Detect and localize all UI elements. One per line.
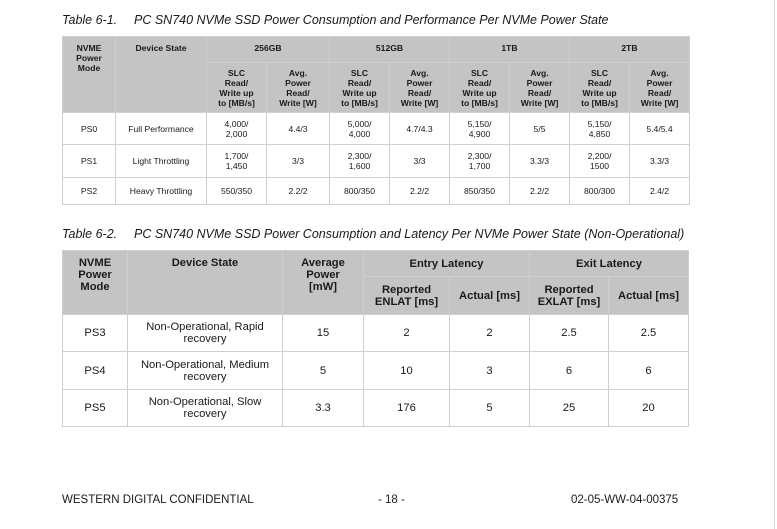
header-average-power: Average Power [mW] bbox=[283, 251, 364, 315]
header-exit-actual: Actual [ms] bbox=[609, 277, 689, 315]
device-state-cell: Non-Operational, Medium recovery bbox=[128, 352, 283, 390]
power-mode-cell: PS5 bbox=[63, 390, 128, 427]
power-cell: 3.3/3 bbox=[630, 145, 690, 178]
throughput-cell: 800/350 bbox=[330, 178, 390, 205]
header-slc-read-write: SLC Read/ Write up to [MB/s] bbox=[330, 63, 390, 113]
power-mode-cell: PS0 bbox=[63, 113, 116, 145]
header-device-state: Device State bbox=[128, 251, 283, 315]
device-state-cell: Non-Operational, Rapid recovery bbox=[128, 315, 283, 352]
power-cell: 4.7/4.3 bbox=[390, 113, 450, 145]
power-performance-table bbox=[62, 36, 690, 205]
header-avg-power: Avg. Power Read/ Write [W] bbox=[510, 63, 570, 113]
device-state-cell: Non-Operational, Slow recovery bbox=[128, 390, 283, 427]
header-avg-power: Avg. Power Read/ Write [W] bbox=[267, 63, 330, 113]
power-cell: 2.2/2 bbox=[390, 178, 450, 205]
table-row bbox=[63, 390, 689, 427]
table-row bbox=[63, 145, 690, 178]
power-latency-table bbox=[62, 250, 689, 427]
throughput-cell: 2,200/ 1500 bbox=[570, 145, 630, 178]
table2-caption bbox=[62, 227, 684, 241]
throughput-cell: 1,700/ 1,450 bbox=[207, 145, 267, 178]
power-cell: 2.2/2 bbox=[510, 178, 570, 205]
exit-actual-cell: 20 bbox=[609, 390, 689, 427]
power-cell: 4.4/3 bbox=[267, 113, 330, 145]
header-capacity-2tb: 2TB bbox=[570, 37, 690, 63]
throughput-cell: 850/350 bbox=[450, 178, 510, 205]
table1-caption bbox=[62, 13, 609, 27]
header-slc-read-write: SLC Read/ Write up to [MB/s] bbox=[450, 63, 510, 113]
table-row bbox=[63, 178, 690, 205]
exit-actual-cell: 2.5 bbox=[609, 315, 689, 352]
header-reported-enlat: Reported ENLAT [ms] bbox=[364, 277, 450, 315]
average-power-cell: 3.3 bbox=[283, 390, 364, 427]
reported-enlat-cell: 176 bbox=[364, 390, 450, 427]
device-state-cell: Light Throttling bbox=[116, 145, 207, 178]
throughput-cell: 4,000/ 2,000 bbox=[207, 113, 267, 145]
header-avg-power: Avg. Power Read/ Write [W] bbox=[630, 63, 690, 113]
entry-actual-cell: 3 bbox=[450, 352, 530, 390]
footer-document-number: 02-05-WW-04-00375 bbox=[571, 494, 679, 506]
reported-exlat-cell: 6 bbox=[530, 352, 609, 390]
table1-title: PC SN740 NVMe SSD Power Consumption and Performance Per NVMe Power State bbox=[134, 13, 609, 27]
power-cell: 5/5 bbox=[510, 113, 570, 145]
throughput-cell: 5,150/ 4,900 bbox=[450, 113, 510, 145]
header-slc-read-write: SLC Read/ Write up to [MB/s] bbox=[207, 63, 267, 113]
power-mode-cell: PS3 bbox=[63, 315, 128, 352]
throughput-cell: 800/300 bbox=[570, 178, 630, 205]
reported-exlat-cell: 2.5 bbox=[530, 315, 609, 352]
device-state-cell: Heavy Throttling bbox=[116, 178, 207, 205]
header-nvme-power-mode: NVME Power Mode bbox=[63, 37, 116, 113]
average-power-cell: 5 bbox=[283, 352, 364, 390]
reported-enlat-cell: 2 bbox=[364, 315, 450, 352]
reported-exlat-cell: 25 bbox=[530, 390, 609, 427]
device-state-cell: Full Performance bbox=[116, 113, 207, 145]
table-row bbox=[63, 113, 690, 145]
power-mode-cell: PS2 bbox=[63, 178, 116, 205]
header-exit-latency: Exit Latency bbox=[530, 251, 689, 277]
entry-actual-cell: 2 bbox=[450, 315, 530, 352]
header-capacity-256gb: 256GB bbox=[207, 37, 330, 63]
footer-confidential: WESTERN DIGITAL CONFIDENTIAL bbox=[62, 494, 254, 506]
power-cell: 2.2/2 bbox=[267, 178, 330, 205]
header-nvme-power-mode: NVME Power Mode bbox=[63, 251, 128, 315]
footer-page-number: - 18 - bbox=[378, 494, 405, 506]
average-power-cell: 15 bbox=[283, 315, 364, 352]
power-cell: 2.4/2 bbox=[630, 178, 690, 205]
header-entry-actual: Actual [ms] bbox=[450, 277, 530, 315]
power-mode-cell: PS1 bbox=[63, 145, 116, 178]
power-mode-cell: PS4 bbox=[63, 352, 128, 390]
throughput-cell: 5,150/ 4,850 bbox=[570, 113, 630, 145]
throughput-cell: 550/350 bbox=[207, 178, 267, 205]
header-capacity-512gb: 512GB bbox=[330, 37, 450, 63]
table2-number: Table 6-2. bbox=[62, 227, 118, 241]
throughput-cell: 5,000/ 4,000 bbox=[330, 113, 390, 145]
table-row bbox=[63, 315, 689, 352]
header-avg-power: Avg. Power Read/ Write [W] bbox=[390, 63, 450, 113]
power-cell: 3.3/3 bbox=[510, 145, 570, 178]
header-reported-exlat: Reported EXLAT [ms] bbox=[530, 277, 609, 315]
power-cell: 5.4/5.4 bbox=[630, 113, 690, 145]
reported-enlat-cell: 10 bbox=[364, 352, 450, 390]
power-cell: 3/3 bbox=[390, 145, 450, 178]
header-slc-read-write: SLC Read/ Write up to [MB/s] bbox=[570, 63, 630, 113]
table1-number: Table 6-1. bbox=[62, 13, 118, 27]
entry-actual-cell: 5 bbox=[450, 390, 530, 427]
header-device-state: Device State bbox=[116, 37, 207, 113]
table2-title: PC SN740 NVMe SSD Power Consumption and Latency Per NVMe Power State (Non-Operational) bbox=[134, 227, 685, 241]
throughput-cell: 2,300/ 1,600 bbox=[330, 145, 390, 178]
throughput-cell: 2,300/ 1,700 bbox=[450, 145, 510, 178]
header-capacity-1tb: 1TB bbox=[450, 37, 570, 63]
power-cell: 3/3 bbox=[267, 145, 330, 178]
table-row bbox=[63, 352, 689, 390]
header-entry-latency: Entry Latency bbox=[364, 251, 530, 277]
page-edge bbox=[774, 0, 775, 529]
exit-actual-cell: 6 bbox=[609, 352, 689, 390]
